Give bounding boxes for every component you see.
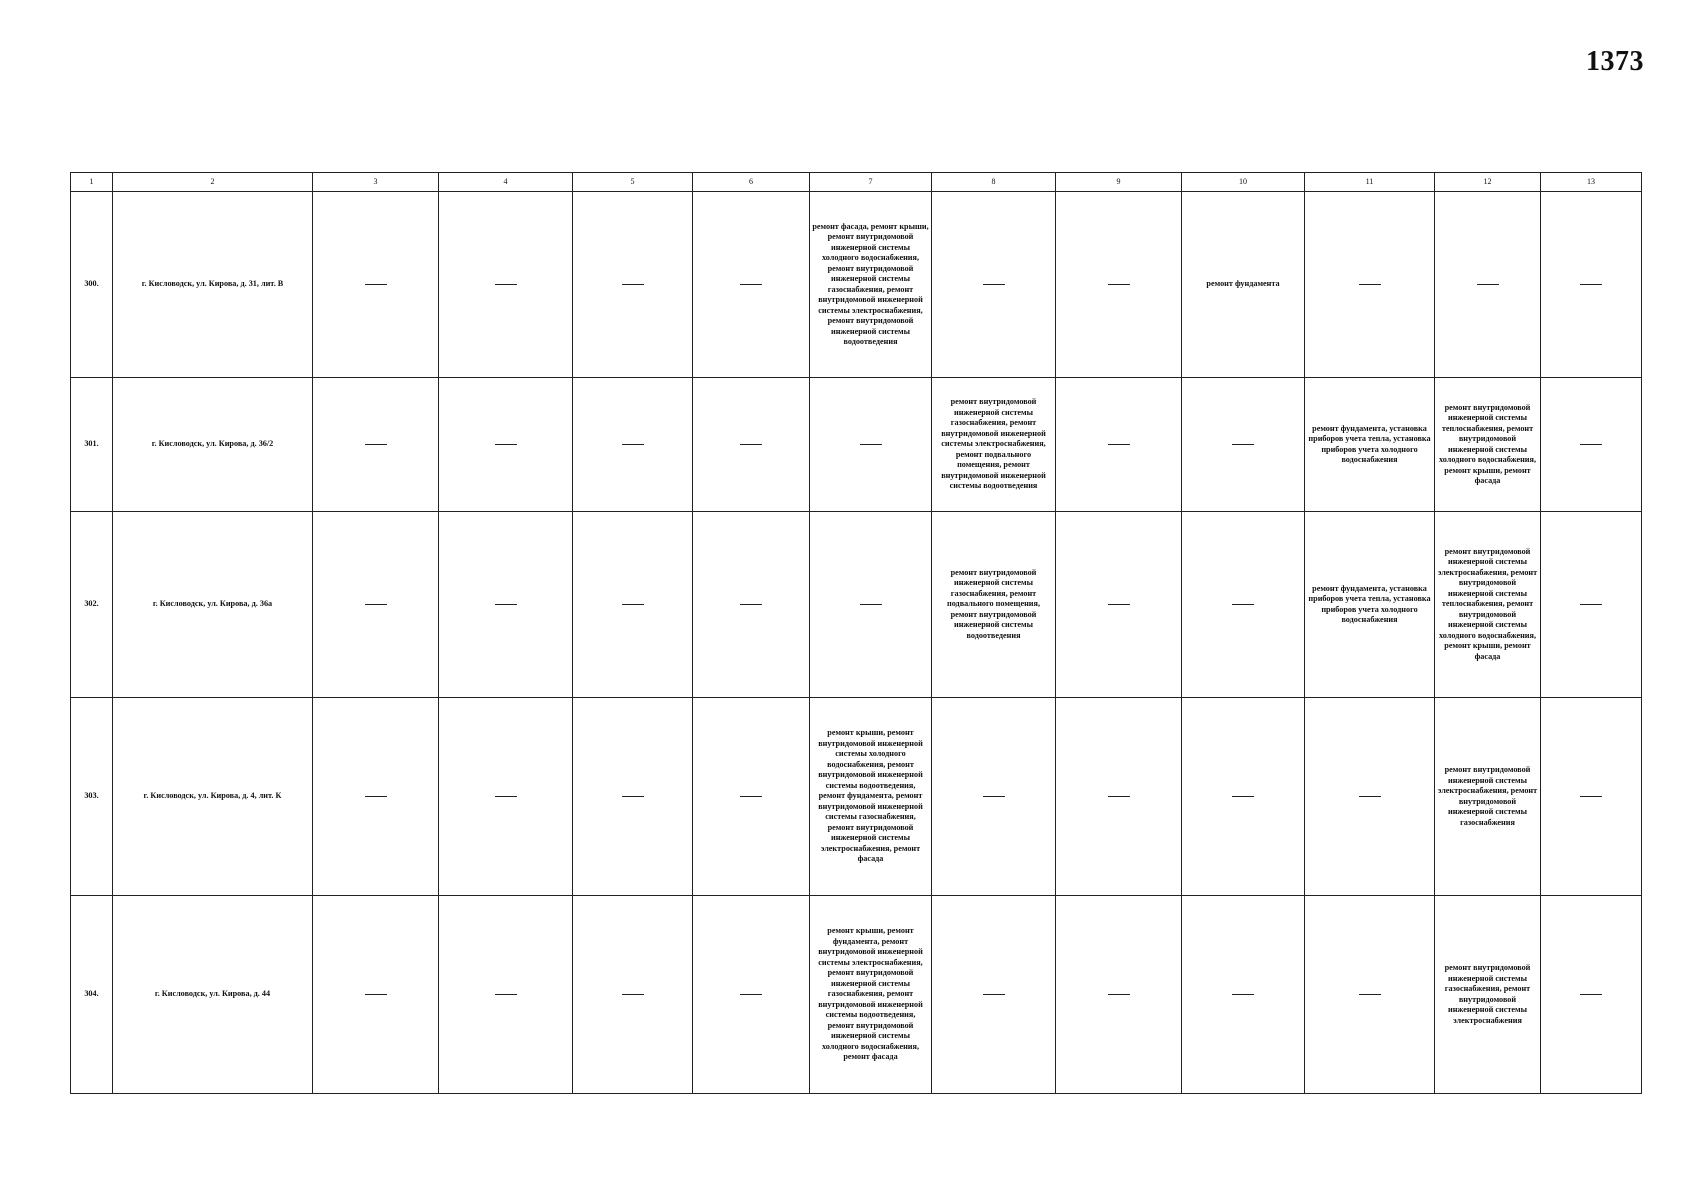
- dash-mark: [365, 994, 387, 995]
- empty-dash-cell: [1435, 192, 1541, 378]
- column-number-header: 2: [113, 173, 313, 192]
- dash-mark: [1359, 284, 1381, 285]
- repair-work-cell: ремонт фундамента, установка приборов учета тепла, установка приборов учета холодного водоснабжения: [1305, 512, 1435, 698]
- dash-mark: [1580, 284, 1602, 285]
- repair-work-cell: ремонт внутридомовой инженерной системы газоснабжения, ремонт подвального помещения, ремонт внутридомовой инженерной системы водоотведения: [932, 512, 1056, 698]
- empty-dash-cell: [1541, 192, 1642, 378]
- dash-mark: [1580, 604, 1602, 605]
- dash-mark: [1108, 444, 1130, 445]
- empty-dash-cell: [1305, 192, 1435, 378]
- dash-mark: [1232, 796, 1254, 797]
- repair-work-cell: ремонт внутридомовой инженерной системы теплоснабжения, ремонт внутридомовой инженерной системы холодного водоснабжения, ремонт крыши, ремонт фасада: [1435, 378, 1541, 512]
- empty-dash-cell: [1182, 512, 1305, 698]
- empty-dash-cell: [573, 378, 693, 512]
- repair-work-cell: ремонт крыши, ремонт фундамента, ремонт внутридомовой инженерной системы электроснабжения, ремонт внутридомовой инженерной системы газоснабжения, ремонт внутридомовой инженерной системы водоотведения, ремонт внутридомовой инженерной системы холодного водоснабжения, ремонт фасада: [810, 896, 932, 1094]
- table-row: [71, 698, 1642, 896]
- empty-dash-cell: [932, 896, 1056, 1094]
- empty-dash-cell: [1541, 378, 1642, 512]
- empty-dash-cell: [1056, 698, 1182, 896]
- dash-mark: [495, 994, 517, 995]
- column-number-header: 4: [439, 173, 573, 192]
- dash-mark: [740, 284, 762, 285]
- empty-dash-cell: [313, 698, 439, 896]
- dash-mark: [1232, 604, 1254, 605]
- empty-dash-cell: [1056, 378, 1182, 512]
- empty-dash-cell: [1541, 698, 1642, 896]
- dash-mark: [1108, 284, 1130, 285]
- dash-mark: [740, 796, 762, 797]
- column-number-header: 12: [1435, 173, 1541, 192]
- empty-dash-cell: [932, 698, 1056, 896]
- dash-mark: [622, 994, 644, 995]
- empty-dash-cell: [1182, 896, 1305, 1094]
- dash-mark: [495, 796, 517, 797]
- column-number-header: 9: [1056, 173, 1182, 192]
- table-row: [71, 378, 1642, 512]
- dash-mark: [740, 994, 762, 995]
- empty-dash-cell: [810, 378, 932, 512]
- dash-mark: [365, 604, 387, 605]
- empty-dash-cell: [810, 512, 932, 698]
- empty-dash-cell: [439, 512, 573, 698]
- empty-dash-cell: [1541, 512, 1642, 698]
- table-row: [71, 512, 1642, 698]
- empty-dash-cell: [693, 512, 810, 698]
- dash-mark: [1108, 604, 1130, 605]
- empty-dash-cell: [573, 896, 693, 1094]
- dash-mark: [1108, 994, 1130, 995]
- dash-mark: [1359, 994, 1381, 995]
- row-number-cell: 301.: [71, 378, 113, 512]
- dash-mark: [622, 796, 644, 797]
- empty-dash-cell: [1305, 896, 1435, 1094]
- empty-dash-cell: [1056, 192, 1182, 378]
- dash-mark: [860, 444, 882, 445]
- column-number-header: 7: [810, 173, 932, 192]
- empty-dash-cell: [439, 896, 573, 1094]
- dash-mark: [622, 604, 644, 605]
- repair-work-cell: ремонт фундамента: [1182, 192, 1305, 378]
- column-number-header: 3: [313, 173, 439, 192]
- repair-work-cell: ремонт крыши, ремонт внутридомовой инженерной системы холодного водоснабжения, ремонт внутридомовой инженерной системы водоотведения, ремонт фундамента, ремонт внутридомовой инженерной системы газоснабжения, ремонт внутридомовой инженерной системы электроснабжения, ремонт фасада: [810, 698, 932, 896]
- repair-work-cell: ремонт фасада, ремонт крыши, ремонт внутридомовой инженерной системы холодного водоснабжения, ремонт внутридомовой инженерной системы газоснабжения, ремонт внутридомовой инженерной системы электроснабжения, ремонт внутридомовой инженерной системы водоотведения: [810, 192, 932, 378]
- dash-mark: [622, 444, 644, 445]
- repair-work-cell: ремонт внутридомовой инженерной системы электроснабжения, ремонт внутридомовой инженерной системы газоснабжения: [1435, 698, 1541, 896]
- dash-mark: [495, 444, 517, 445]
- dash-mark: [1580, 444, 1602, 445]
- row-number-cell: 302.: [71, 512, 113, 698]
- repair-work-cell: ремонт фундамента, установка приборов учета тепла, установка приборов учета холодного водоснабжения: [1305, 378, 1435, 512]
- empty-dash-cell: [573, 192, 693, 378]
- empty-dash-cell: [313, 896, 439, 1094]
- dash-mark: [1580, 796, 1602, 797]
- empty-dash-cell: [1305, 698, 1435, 896]
- row-number-cell: 303.: [71, 698, 113, 896]
- empty-dash-cell: [1182, 378, 1305, 512]
- empty-dash-cell: [1182, 698, 1305, 896]
- dash-mark: [860, 604, 882, 605]
- dash-mark: [1232, 994, 1254, 995]
- repair-work-cell: ремонт внутридомовой инженерной системы газоснабжения, ремонт внутридомовой инженерной системы электроснабжения: [1435, 896, 1541, 1094]
- dash-mark: [495, 284, 517, 285]
- empty-dash-cell: [313, 378, 439, 512]
- address-cell: г. Кисловодск, ул. Кирова, д. 44: [113, 896, 313, 1094]
- dash-mark: [495, 604, 517, 605]
- dash-mark: [622, 284, 644, 285]
- empty-dash-cell: [1541, 896, 1642, 1094]
- address-cell: г. Кисловодск, ул. Кирова, д. 36а: [113, 512, 313, 698]
- repair-work-cell: ремонт внутридомовой инженерной системы газоснабжения, ремонт внутридомовой инженерной системы электроснабжения, ремонт подвального помещения, ремонт внутридомовой инженерной системы водоотведения: [932, 378, 1056, 512]
- empty-dash-cell: [693, 192, 810, 378]
- empty-dash-cell: [439, 698, 573, 896]
- dash-mark: [1477, 284, 1499, 285]
- repair-work-cell: ремонт внутридомовой инженерной системы электроснабжения, ремонт внутридомовой инженерной системы теплоснабжения, ремонт внутридомовой инженерной системы холодного водоснабжения, ремонт крыши, ремонт фасада: [1435, 512, 1541, 698]
- dash-mark: [365, 796, 387, 797]
- column-number-header: 5: [573, 173, 693, 192]
- column-number-row: [71, 173, 1642, 192]
- row-number-cell: 304.: [71, 896, 113, 1094]
- dash-mark: [983, 284, 1005, 285]
- table-row: [71, 896, 1642, 1094]
- dash-mark: [983, 796, 1005, 797]
- empty-dash-cell: [1056, 512, 1182, 698]
- dash-mark: [365, 444, 387, 445]
- empty-dash-cell: [693, 698, 810, 896]
- column-number-header: 8: [932, 173, 1056, 192]
- column-number-header: 1: [71, 173, 113, 192]
- dash-mark: [1108, 796, 1130, 797]
- address-cell: г. Кисловодск, ул. Кирова, д. 36/2: [113, 378, 313, 512]
- dash-mark: [983, 994, 1005, 995]
- empty-dash-cell: [1056, 896, 1182, 1094]
- dash-mark: [740, 444, 762, 445]
- empty-dash-cell: [439, 192, 573, 378]
- page-number: 1373: [1586, 46, 1644, 77]
- table-row: [71, 192, 1642, 378]
- empty-dash-cell: [313, 192, 439, 378]
- dash-mark: [365, 284, 387, 285]
- column-number-header: 6: [693, 173, 810, 192]
- address-cell: г. Кисловодск, ул. Кирова, д. 4, лит. К: [113, 698, 313, 896]
- dash-mark: [1580, 994, 1602, 995]
- dash-mark: [1359, 796, 1381, 797]
- row-number-cell: 300.: [71, 192, 113, 378]
- column-number-header: 11: [1305, 173, 1435, 192]
- empty-dash-cell: [932, 192, 1056, 378]
- column-number-header: 10: [1182, 173, 1305, 192]
- empty-dash-cell: [313, 512, 439, 698]
- dash-mark: [740, 604, 762, 605]
- empty-dash-cell: [573, 698, 693, 896]
- column-number-header: 13: [1541, 173, 1642, 192]
- dash-mark: [1232, 444, 1254, 445]
- empty-dash-cell: [439, 378, 573, 512]
- empty-dash-cell: [693, 896, 810, 1094]
- empty-dash-cell: [573, 512, 693, 698]
- empty-dash-cell: [693, 378, 810, 512]
- repair-program-table: [70, 172, 1642, 1094]
- address-cell: г. Кисловодск, ул. Кирова, д. 31, лит. В: [113, 192, 313, 378]
